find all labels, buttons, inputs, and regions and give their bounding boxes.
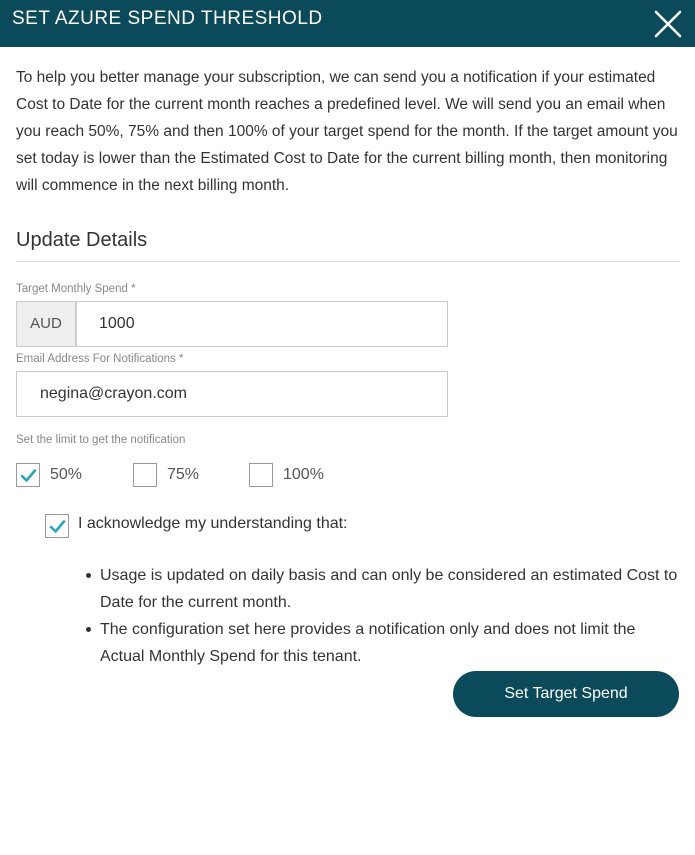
- close-icon: [652, 8, 684, 40]
- email-input[interactable]: [16, 371, 448, 417]
- limit-100-label: 100%: [283, 466, 324, 483]
- close-button[interactable]: [652, 8, 684, 40]
- limit-75-checkbox[interactable]: [133, 463, 157, 487]
- dialog-title: SET AZURE SPEND THRESHOLD: [12, 8, 323, 29]
- check-icon: [20, 468, 37, 483]
- currency-addon: AUD: [16, 301, 76, 347]
- section-title: Update Details: [16, 229, 148, 251]
- target-spend-label: Target Monthly Spend *: [16, 283, 136, 295]
- intro-text: To help you better manage your subscription, we can send you a notification if your estimated Cost to Date for the current month reaches a predefined level. We will send you an email when you reach 50%, 75% and then 100% of your target spend for the month. If the target amount you set today is lower than the Estimated Cost to Date for the current billing month, then monitoring will commence in the next billing month.: [16, 69, 678, 194]
- limit-50-checkbox[interactable]: [16, 463, 40, 487]
- set-target-spend-button[interactable]: Set Target Spend: [453, 671, 679, 717]
- limit-label: Set the limit to get the notification: [16, 434, 186, 446]
- check-icon: [49, 519, 66, 534]
- limit-75-label: 75%: [167, 466, 200, 483]
- target-spend-input[interactable]: [76, 301, 448, 347]
- section-divider: [16, 261, 680, 262]
- acknowledge-checkbox[interactable]: [45, 514, 69, 538]
- limit-50-label: 50%: [50, 466, 83, 483]
- acknowledge-list: [100, 562, 680, 670]
- acknowledge-label: I acknowledge my understanding that:: [78, 515, 348, 532]
- limit-100-checkbox[interactable]: [249, 463, 273, 487]
- email-label: Email Address For Notifications *: [16, 353, 184, 365]
- list-item: The configuration set here provides a notification only and does not limit the Actual Monthly Spend for this tenant.: [100, 616, 680, 670]
- dialog-header: [0, 0, 695, 47]
- list-item: Usage is updated on daily basis and can only be considered an estimated Cost to Date for the current month.: [100, 562, 680, 616]
